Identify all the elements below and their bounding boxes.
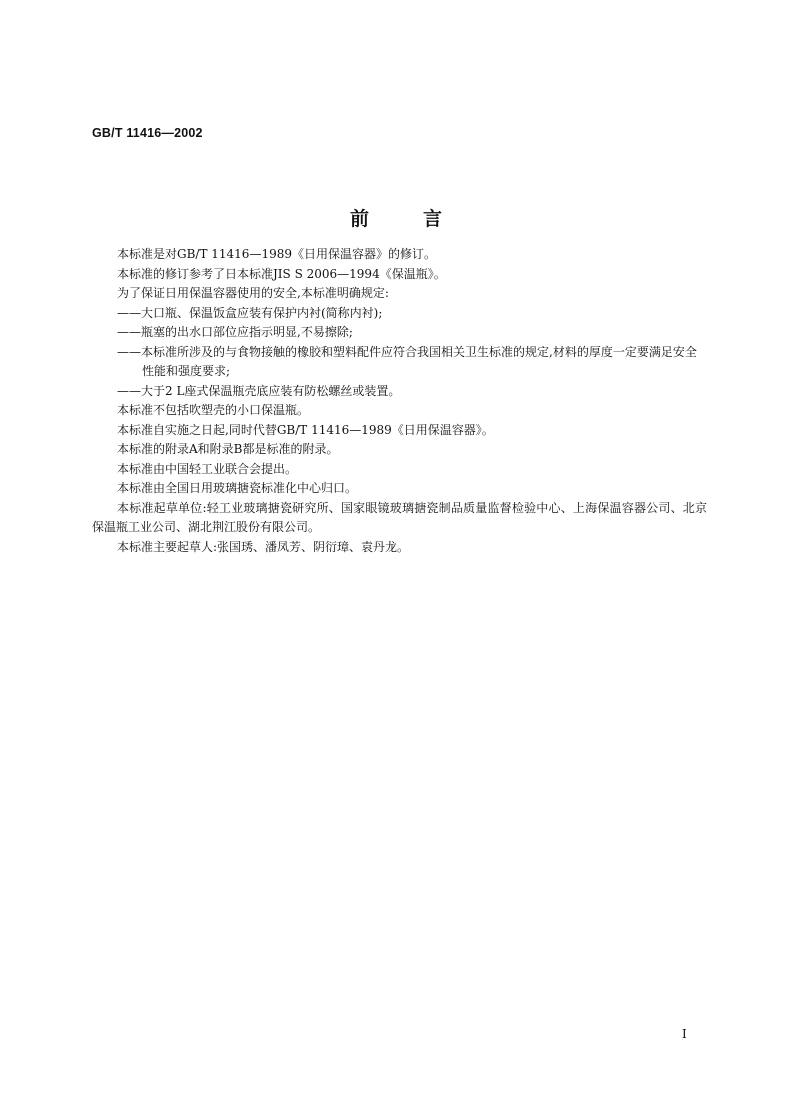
paragraph: 本标准自实施之日起,同时代替GB/T 11416—1989《日用保温容器》。	[117, 422, 494, 437]
page-number: I	[682, 1027, 687, 1041]
paragraph: 本标准的修订参考了日本标准JIS S 2006—1994《保温瓶》。	[117, 266, 446, 281]
list-item: ——本标准所涉及的与食物接触的橡胶和塑料配件应符合我国相关卫生标准的规定,材料的厚度一定要满足安全性能和强度要求;	[117, 344, 697, 378]
list-item: ——瓶塞的出水口部位应指示明显,不易擦除;	[117, 325, 353, 339]
paragraph: 本标准由中国轻工业联合会提出。	[117, 461, 298, 476]
paragraph: 本标准是对GB/T 11416—1989《日用保温容器》的修订。	[117, 247, 436, 261]
page-title-char-1: 前	[349, 208, 369, 230]
list-item: ——大于2 L座式保温瓶壳底应装有防松螺丝或装置。	[117, 383, 401, 398]
paragraph: 本标准不包括吹塑壳的小口保温瓶。	[117, 403, 310, 417]
paragraph: 为了保证日用保温容器使用的安全,本标准明确规定:	[117, 286, 389, 300]
paragraph: 本标准主要起草人:张国琇、潘凤芳、阴衍璋、袁丹龙。	[117, 539, 410, 554]
standard-code: GB/T 11416—2002	[92, 126, 203, 140]
list-item: ——大口瓶、保温饭盒应装有保护内衬(简称内衬);	[117, 305, 383, 320]
foreword-body	[92, 245, 707, 557]
paragraph: 本标准由全国日用玻璃搪瓷标准化中心归口。	[117, 481, 358, 495]
paragraph: 本标准的附录A和附录B都是标准的附录。	[117, 442, 339, 456]
page-title	[0, 204, 792, 231]
page-title-char-2: 言	[423, 208, 443, 230]
paragraph: 本标准起草单位:轻工业玻璃搪瓷研究所、国家眼镜玻璃搪瓷制品质量监督检验中心、上海保温容器公司、北京保温瓶工业公司、湖北荆江股份有限公司。	[92, 500, 707, 534]
